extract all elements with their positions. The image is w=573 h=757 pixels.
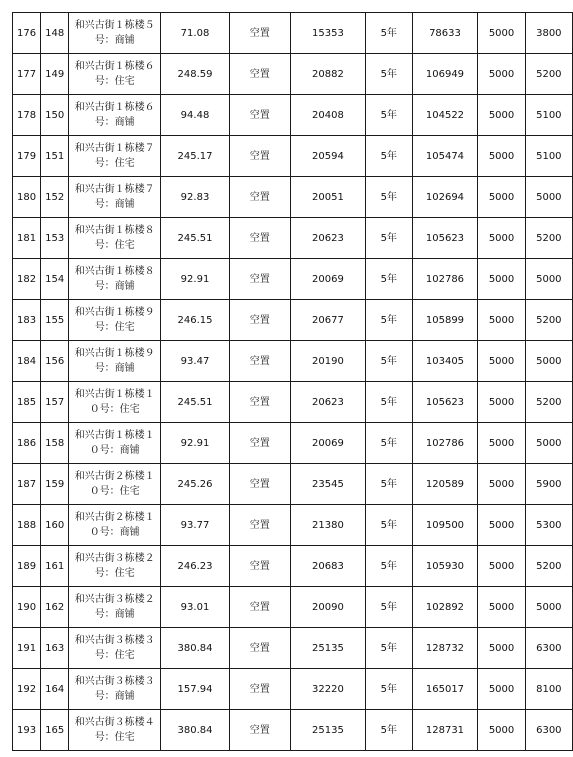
status-cell: 空置 <box>229 423 290 464</box>
value-3-cell: 5000 <box>478 628 525 669</box>
status-cell: 空置 <box>229 382 290 423</box>
term-cell: 5年 <box>366 546 412 587</box>
value-4-cell: 5900 <box>525 464 572 505</box>
area-cell: 245.26 <box>161 464 230 505</box>
value-4-cell: 5000 <box>525 587 572 628</box>
term-cell: 5年 <box>366 710 412 751</box>
value-1-cell: 20677 <box>290 300 365 341</box>
value-2-cell: 120589 <box>412 464 478 505</box>
value-1-cell: 20408 <box>290 95 365 136</box>
value-3-cell: 5000 <box>478 710 525 751</box>
value-4-cell: 3800 <box>525 13 572 54</box>
value-2-cell: 105474 <box>412 136 478 177</box>
value-3-cell: 5000 <box>478 587 525 628</box>
value-1-cell: 20623 <box>290 218 365 259</box>
area-cell: 92.91 <box>161 423 230 464</box>
area-cell: 93.47 <box>161 341 230 382</box>
property-table <box>12 12 573 751</box>
item-number-cell: 151 <box>41 136 69 177</box>
table-row <box>13 382 573 423</box>
term-cell: 5年 <box>366 423 412 464</box>
value-3-cell: 5000 <box>478 382 525 423</box>
status-cell: 空置 <box>229 136 290 177</box>
row-index-cell: 186 <box>13 423 41 464</box>
value-1-cell: 20190 <box>290 341 365 382</box>
item-number-cell: 160 <box>41 505 69 546</box>
status-cell: 空置 <box>229 218 290 259</box>
table-row <box>13 218 573 259</box>
item-number-cell: 157 <box>41 382 69 423</box>
item-number-cell: 158 <box>41 423 69 464</box>
area-cell: 246.23 <box>161 546 230 587</box>
value-4-cell: 6300 <box>525 710 572 751</box>
property-name-cell: 和兴古街１栋楼６号：商铺 <box>69 95 161 136</box>
property-name-cell: 和兴古街３栋楼３号：商铺 <box>69 669 161 710</box>
table-body <box>13 13 573 751</box>
property-name-cell: 和兴古街１栋楼８号：商铺 <box>69 259 161 300</box>
term-cell: 5年 <box>366 54 412 95</box>
value-2-cell: 102694 <box>412 177 478 218</box>
property-name-cell: 和兴古街１栋楼７号：住宅 <box>69 136 161 177</box>
value-2-cell: 105623 <box>412 382 478 423</box>
row-index-cell: 192 <box>13 669 41 710</box>
property-name-cell: 和兴古街３栋楼２号：商铺 <box>69 587 161 628</box>
value-1-cell: 20623 <box>290 382 365 423</box>
area-cell: 380.84 <box>161 628 230 669</box>
row-index-cell: 179 <box>13 136 41 177</box>
item-number-cell: 152 <box>41 177 69 218</box>
value-3-cell: 5000 <box>478 300 525 341</box>
term-cell: 5年 <box>366 505 412 546</box>
value-4-cell: 5200 <box>525 382 572 423</box>
item-number-cell: 164 <box>41 669 69 710</box>
value-1-cell: 20051 <box>290 177 365 218</box>
value-3-cell: 5000 <box>478 505 525 546</box>
area-cell: 380.84 <box>161 710 230 751</box>
value-3-cell: 5000 <box>478 423 525 464</box>
value-4-cell: 5100 <box>525 136 572 177</box>
area-cell: 157.94 <box>161 669 230 710</box>
row-index-cell: 180 <box>13 177 41 218</box>
table-row <box>13 669 573 710</box>
value-4-cell: 5200 <box>525 218 572 259</box>
table-row <box>13 136 573 177</box>
area-cell: 71.08 <box>161 13 230 54</box>
status-cell: 空置 <box>229 300 290 341</box>
property-name-cell: 和兴古街１栋楼８号：住宅 <box>69 218 161 259</box>
property-name-cell: 和兴古街１栋楼６号：住宅 <box>69 54 161 95</box>
value-3-cell: 5000 <box>478 95 525 136</box>
value-3-cell: 5000 <box>478 218 525 259</box>
term-cell: 5年 <box>366 587 412 628</box>
value-2-cell: 128732 <box>412 628 478 669</box>
property-name-cell: 和兴古街１栋楼９号：商铺 <box>69 341 161 382</box>
value-3-cell: 5000 <box>478 136 525 177</box>
table-row <box>13 54 573 95</box>
value-1-cell: 20683 <box>290 546 365 587</box>
value-3-cell: 5000 <box>478 13 525 54</box>
item-number-cell: 156 <box>41 341 69 382</box>
status-cell: 空置 <box>229 587 290 628</box>
value-2-cell: 165017 <box>412 669 478 710</box>
term-cell: 5年 <box>366 177 412 218</box>
value-1-cell: 20090 <box>290 587 365 628</box>
value-2-cell: 106949 <box>412 54 478 95</box>
item-number-cell: 163 <box>41 628 69 669</box>
value-1-cell: 20594 <box>290 136 365 177</box>
value-2-cell: 104522 <box>412 95 478 136</box>
item-number-cell: 150 <box>41 95 69 136</box>
term-cell: 5年 <box>366 669 412 710</box>
property-name-cell: 和兴古街１栋楼１０号：住宅 <box>69 382 161 423</box>
table-row <box>13 628 573 669</box>
value-4-cell: 5000 <box>525 423 572 464</box>
area-cell: 94.48 <box>161 95 230 136</box>
table-row <box>13 259 573 300</box>
row-index-cell: 189 <box>13 546 41 587</box>
table-row <box>13 95 573 136</box>
value-1-cell: 25135 <box>290 628 365 669</box>
table-row <box>13 423 573 464</box>
table-row <box>13 546 573 587</box>
value-1-cell: 25135 <box>290 710 365 751</box>
value-1-cell: 20069 <box>290 259 365 300</box>
value-4-cell: 5300 <box>525 505 572 546</box>
term-cell: 5年 <box>366 95 412 136</box>
value-2-cell: 103405 <box>412 341 478 382</box>
term-cell: 5年 <box>366 341 412 382</box>
value-2-cell: 102786 <box>412 259 478 300</box>
status-cell: 空置 <box>229 546 290 587</box>
status-cell: 空置 <box>229 628 290 669</box>
table-row <box>13 13 573 54</box>
row-index-cell: 182 <box>13 259 41 300</box>
value-3-cell: 5000 <box>478 54 525 95</box>
table-row <box>13 177 573 218</box>
table-row <box>13 710 573 751</box>
value-4-cell: 8100 <box>525 669 572 710</box>
term-cell: 5年 <box>366 259 412 300</box>
table-row <box>13 587 573 628</box>
status-cell: 空置 <box>229 669 290 710</box>
value-3-cell: 5000 <box>478 341 525 382</box>
value-2-cell: 109500 <box>412 505 478 546</box>
row-index-cell: 191 <box>13 628 41 669</box>
item-number-cell: 165 <box>41 710 69 751</box>
term-cell: 5年 <box>366 136 412 177</box>
value-3-cell: 5000 <box>478 259 525 300</box>
term-cell: 5年 <box>366 464 412 505</box>
row-index-cell: 190 <box>13 587 41 628</box>
table-row <box>13 505 573 546</box>
status-cell: 空置 <box>229 177 290 218</box>
item-number-cell: 155 <box>41 300 69 341</box>
property-name-cell: 和兴古街１栋楼１０号：商铺 <box>69 423 161 464</box>
area-cell: 245.51 <box>161 218 230 259</box>
value-1-cell: 20882 <box>290 54 365 95</box>
value-4-cell: 5000 <box>525 341 572 382</box>
value-4-cell: 5200 <box>525 300 572 341</box>
term-cell: 5年 <box>366 13 412 54</box>
status-cell: 空置 <box>229 505 290 546</box>
value-3-cell: 5000 <box>478 464 525 505</box>
row-index-cell: 187 <box>13 464 41 505</box>
value-4-cell: 5000 <box>525 177 572 218</box>
row-index-cell: 184 <box>13 341 41 382</box>
row-index-cell: 178 <box>13 95 41 136</box>
property-name-cell: 和兴古街１栋楼７号：商铺 <box>69 177 161 218</box>
value-2-cell: 102786 <box>412 423 478 464</box>
value-2-cell: 105930 <box>412 546 478 587</box>
area-cell: 248.59 <box>161 54 230 95</box>
table-row <box>13 464 573 505</box>
area-cell: 92.91 <box>161 259 230 300</box>
row-index-cell: 183 <box>13 300 41 341</box>
value-2-cell: 105899 <box>412 300 478 341</box>
value-4-cell: 5200 <box>525 54 572 95</box>
value-4-cell: 5200 <box>525 546 572 587</box>
value-1-cell: 21380 <box>290 505 365 546</box>
row-index-cell: 193 <box>13 710 41 751</box>
table-row <box>13 300 573 341</box>
term-cell: 5年 <box>366 300 412 341</box>
status-cell: 空置 <box>229 710 290 751</box>
row-index-cell: 188 <box>13 505 41 546</box>
area-cell: 246.15 <box>161 300 230 341</box>
item-number-cell: 161 <box>41 546 69 587</box>
area-cell: 93.01 <box>161 587 230 628</box>
property-name-cell: 和兴古街１栋楼９号：住宅 <box>69 300 161 341</box>
value-1-cell: 23545 <box>290 464 365 505</box>
item-number-cell: 153 <box>41 218 69 259</box>
table-row <box>13 341 573 382</box>
value-2-cell: 78633 <box>412 13 478 54</box>
status-cell: 空置 <box>229 464 290 505</box>
property-name-cell: 和兴古街３栋楼３号：住宅 <box>69 628 161 669</box>
value-1-cell: 32220 <box>290 669 365 710</box>
row-index-cell: 185 <box>13 382 41 423</box>
area-cell: 93.77 <box>161 505 230 546</box>
property-name-cell: 和兴古街１栋楼５号：商铺 <box>69 13 161 54</box>
value-3-cell: 5000 <box>478 177 525 218</box>
value-4-cell: 6300 <box>525 628 572 669</box>
area-cell: 245.51 <box>161 382 230 423</box>
item-number-cell: 159 <box>41 464 69 505</box>
item-number-cell: 148 <box>41 13 69 54</box>
term-cell: 5年 <box>366 628 412 669</box>
row-index-cell: 181 <box>13 218 41 259</box>
item-number-cell: 154 <box>41 259 69 300</box>
status-cell: 空置 <box>229 95 290 136</box>
value-4-cell: 5100 <box>525 95 572 136</box>
row-index-cell: 177 <box>13 54 41 95</box>
property-name-cell: 和兴古街２栋楼１０号：商铺 <box>69 505 161 546</box>
value-4-cell: 5000 <box>525 259 572 300</box>
term-cell: 5年 <box>366 218 412 259</box>
row-index-cell: 176 <box>13 13 41 54</box>
value-3-cell: 5000 <box>478 546 525 587</box>
item-number-cell: 162 <box>41 587 69 628</box>
status-cell: 空置 <box>229 54 290 95</box>
property-name-cell: 和兴古街３栋楼２号：住宅 <box>69 546 161 587</box>
value-2-cell: 105623 <box>412 218 478 259</box>
status-cell: 空置 <box>229 259 290 300</box>
item-number-cell: 149 <box>41 54 69 95</box>
status-cell: 空置 <box>229 13 290 54</box>
value-2-cell: 128731 <box>412 710 478 751</box>
value-3-cell: 5000 <box>478 669 525 710</box>
value-1-cell: 20069 <box>290 423 365 464</box>
property-name-cell: 和兴古街３栋楼４号：住宅 <box>69 710 161 751</box>
property-name-cell: 和兴古街２栋楼１０号：住宅 <box>69 464 161 505</box>
value-1-cell: 15353 <box>290 13 365 54</box>
value-2-cell: 102892 <box>412 587 478 628</box>
term-cell: 5年 <box>366 382 412 423</box>
area-cell: 92.83 <box>161 177 230 218</box>
area-cell: 245.17 <box>161 136 230 177</box>
status-cell: 空置 <box>229 341 290 382</box>
